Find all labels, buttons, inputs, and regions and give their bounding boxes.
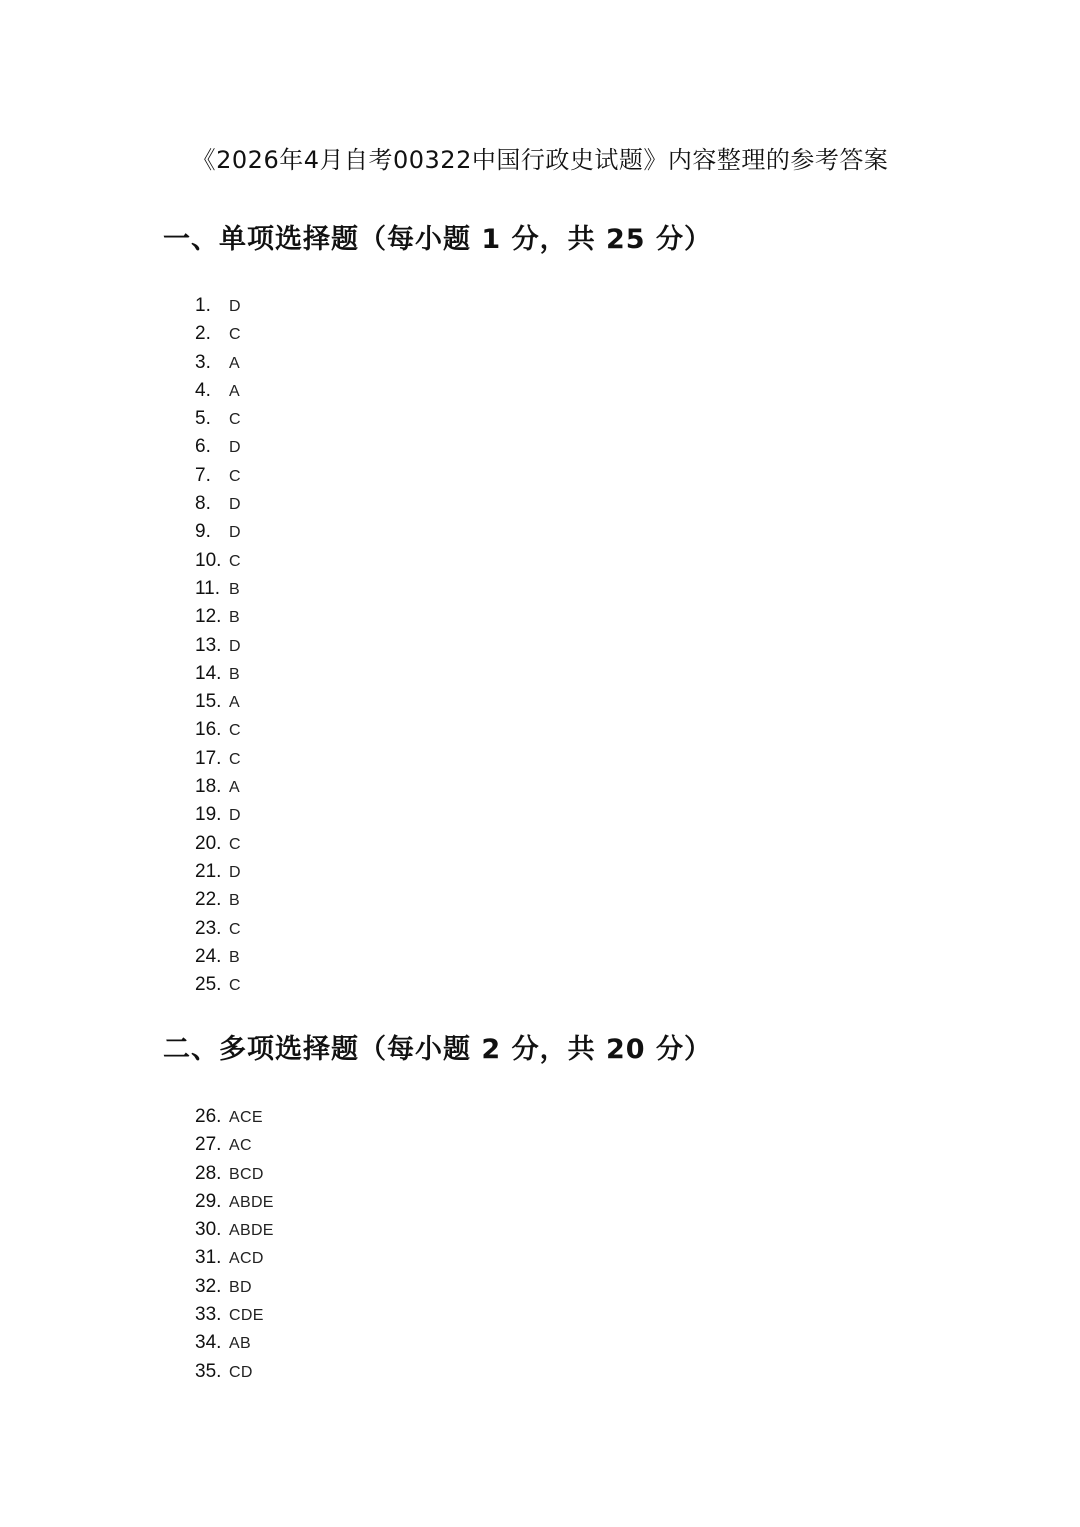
answer-value: D: [229, 298, 241, 315]
answer-item: [195, 801, 241, 829]
question-number: 27.: [195, 1134, 222, 1156]
answer-value: A: [229, 354, 240, 372]
answer-value: ACE: [229, 1109, 263, 1126]
answer-value: C: [229, 835, 241, 853]
answer-value: CDE: [229, 1307, 264, 1325]
section-heading-single-choice: 一、单项选择题（每小题 1 分，共 25 分）: [163, 224, 712, 255]
question-number: 32.: [195, 1275, 222, 1297]
question-number: 18.: [195, 776, 222, 798]
answer-item: [195, 1188, 274, 1216]
question-number: 16.: [195, 719, 222, 741]
answer-item: [195, 632, 241, 660]
question-number: 21.: [195, 860, 222, 882]
answer-value: ACD: [229, 1250, 264, 1268]
answer-value: D: [229, 439, 241, 457]
answer-value: CD: [229, 1363, 253, 1381]
answer-value: B: [229, 580, 240, 598]
answer-item: [195, 1216, 274, 1244]
answer-item: [195, 1301, 274, 1329]
answer-item: [195, 320, 241, 348]
answer-item: [195, 433, 241, 461]
answer-value: AC: [229, 1137, 252, 1155]
answer-item: [195, 971, 241, 999]
question-number: 33.: [195, 1304, 222, 1326]
question-number: 23.: [195, 917, 222, 939]
answer-value: C: [229, 920, 241, 938]
question-number: 9.: [195, 521, 211, 543]
question-number: 14.: [195, 662, 222, 684]
answer-value: D: [229, 863, 241, 881]
question-number: 31.: [195, 1247, 222, 1269]
question-number: 8.: [195, 493, 211, 515]
answer-item: [195, 1103, 274, 1131]
question-number: 24.: [195, 945, 222, 967]
answer-item: [195, 490, 241, 518]
answer-value: ABDE: [229, 1193, 274, 1211]
document-title: 《2026年4月自考00322中国行政史试题》内容整理的参考答案: [191, 146, 889, 174]
answer-item: [195, 1329, 274, 1357]
answer-item: [195, 405, 241, 433]
answer-item: [195, 603, 241, 631]
answer-value: BCD: [229, 1165, 264, 1183]
question-number: 30.: [195, 1219, 222, 1241]
answer-value: A: [229, 694, 240, 712]
question-number: 2.: [195, 323, 211, 345]
answer-value: B: [229, 892, 240, 910]
answer-item: [195, 1273, 274, 1301]
answer-value: C: [229, 552, 241, 570]
question-number: 3.: [195, 351, 211, 373]
question-number: 17.: [195, 747, 222, 769]
question-number: 28.: [195, 1162, 222, 1184]
answer-value: C: [229, 750, 241, 768]
answer-item: [195, 915, 241, 943]
answer-value: C: [229, 411, 241, 429]
answer-item: [195, 547, 241, 575]
question-number: 12.: [195, 606, 222, 628]
answer-value: AB: [229, 1335, 251, 1353]
answer-list-multiple-choice: [195, 1103, 274, 1386]
question-number: 22.: [195, 889, 222, 911]
question-number: 25.: [195, 974, 222, 996]
answer-value: B: [229, 948, 240, 966]
answer-value: D: [229, 807, 241, 825]
answer-item: [195, 1244, 274, 1272]
answer-item: [195, 716, 241, 744]
answer-item: [195, 292, 241, 320]
answer-value: C: [229, 326, 241, 344]
answer-item: [195, 349, 241, 377]
answer-item: [195, 518, 241, 546]
answer-item: [195, 830, 241, 858]
answer-value: A: [229, 779, 240, 797]
answer-value: B: [229, 609, 240, 627]
answer-value: C: [229, 977, 241, 995]
question-number: 19.: [195, 804, 222, 826]
answer-value: BD: [229, 1278, 252, 1296]
question-number: 1.: [195, 295, 211, 316]
answer-item: [195, 858, 241, 886]
answer-item: [195, 773, 241, 801]
answer-list-single-choice: [195, 292, 241, 999]
answer-item: [195, 1131, 274, 1159]
answer-value: C: [229, 722, 241, 740]
question-number: 35.: [195, 1360, 222, 1382]
answer-value: D: [229, 637, 241, 655]
answer-value: C: [229, 467, 241, 485]
answer-item: [195, 1160, 274, 1188]
answer-value: D: [229, 496, 241, 514]
section-heading-multiple-choice: 二、多项选择题（每小题 2 分，共 20 分）: [163, 1034, 712, 1065]
question-number: 5.: [195, 408, 211, 430]
answer-value: B: [229, 665, 240, 683]
question-number: 26.: [195, 1106, 222, 1127]
answer-item: [195, 688, 241, 716]
answer-item: [195, 660, 241, 688]
answer-item: [195, 462, 241, 490]
answer-item: [195, 575, 241, 603]
question-number: 20.: [195, 832, 222, 854]
question-number: 34.: [195, 1332, 222, 1354]
question-number: 15.: [195, 691, 222, 713]
answer-item: [195, 943, 241, 971]
question-number: 10.: [195, 549, 222, 571]
question-number: 13.: [195, 634, 222, 656]
question-number: 11.: [195, 577, 221, 599]
answer-item: [195, 745, 241, 773]
answer-item: [195, 1358, 274, 1386]
question-number: 29.: [195, 1190, 222, 1212]
question-number: 6.: [195, 436, 211, 458]
answer-item: [195, 886, 241, 914]
answer-value: ABDE: [229, 1222, 274, 1240]
question-number: 4.: [195, 379, 211, 401]
question-number: 7.: [195, 464, 211, 486]
answer-item: [195, 377, 241, 405]
answer-value: A: [229, 382, 240, 400]
answer-value: D: [229, 524, 241, 542]
